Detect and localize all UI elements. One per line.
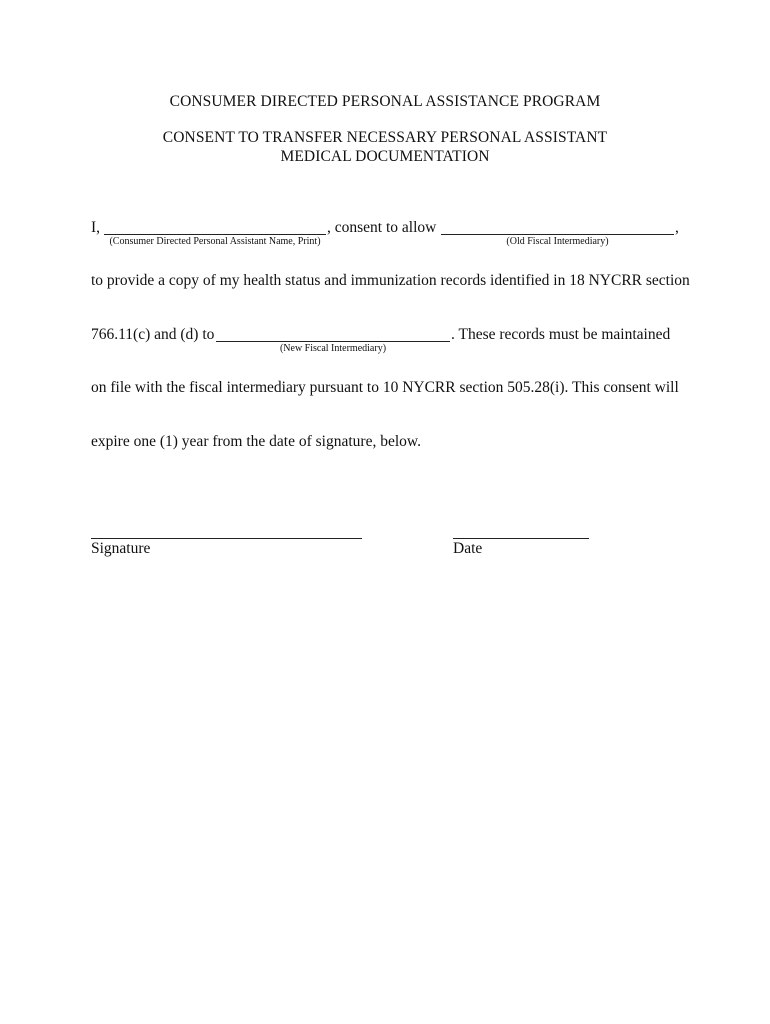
date-field[interactable] xyxy=(453,538,589,539)
consent-line-2: to provide a copy of my health status and immunization records identified in 18 NYCRR section xyxy=(91,272,690,289)
consent-suffix: , xyxy=(675,219,679,236)
old-fiscal-intermediary-caption: (Old Fiscal Intermediary) xyxy=(506,236,609,247)
form-title-line1: CONSENT TO TRANSFER NECESSARY PERSONAL ASSISTANT xyxy=(162,129,608,146)
assistant-name-caption: (Consumer Directed Personal Assistant Name, Print) xyxy=(109,236,321,247)
form-title-line2: MEDICAL DOCUMENTATION xyxy=(280,148,490,165)
consent-middle-text: , consent to allow xyxy=(327,219,437,236)
signature-field[interactable] xyxy=(91,538,362,539)
assistant-name-field[interactable] xyxy=(104,234,326,235)
consent-line-3-suffix: . These records must be maintained xyxy=(451,326,671,343)
new-fiscal-intermediary-caption: (New Fiscal Intermediary) xyxy=(279,343,387,354)
program-title: CONSUMER DIRECTED PERSONAL ASSISTANCE PROGRAM xyxy=(169,93,601,110)
consent-line-4: on file with the fiscal intermediary pursuant to 10 NYCRR section 505.28(i). This consent will xyxy=(91,379,679,396)
consent-line-5: expire one (1) year from the date of signature, below. xyxy=(91,433,421,450)
date-label: Date xyxy=(453,540,483,557)
new-fiscal-intermediary-field[interactable] xyxy=(216,341,450,342)
signature-label: Signature xyxy=(91,540,151,557)
consent-prefix: I, xyxy=(91,219,101,236)
old-fiscal-intermediary-field[interactable] xyxy=(441,234,674,235)
consent-line-3-prefix: 766.11(c) and (d) to xyxy=(91,326,215,343)
